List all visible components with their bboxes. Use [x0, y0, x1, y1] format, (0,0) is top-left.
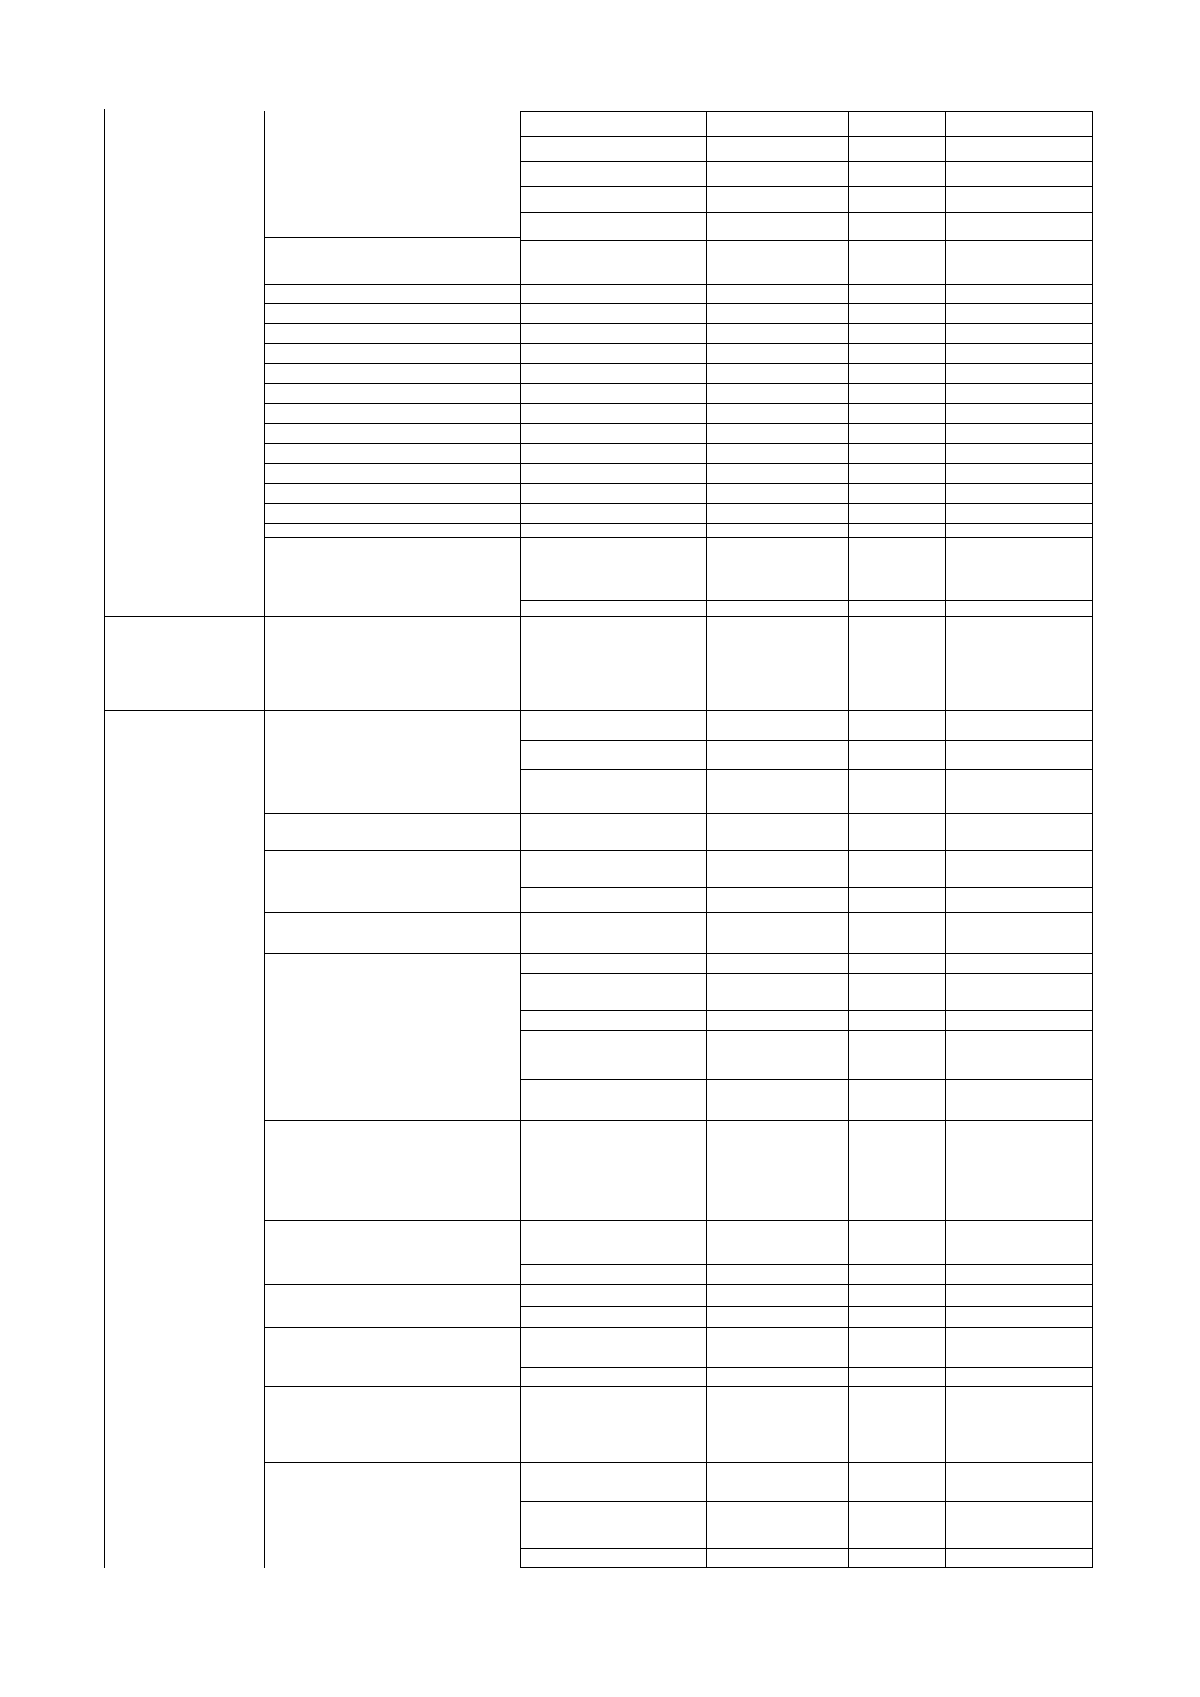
material-unit: [706, 823, 848, 842]
work-description: [268, 1122, 518, 1219]
item-need: [945, 478, 1092, 497]
item-term: [848, 580, 945, 599]
item-term: [848, 358, 945, 377]
item-name: [524, 245, 704, 283]
material-need: [945, 718, 1092, 737]
header-need: [947, 1387, 1090, 1461]
material-name: [524, 815, 704, 849]
header-term: [850, 1387, 943, 1461]
row-divider: [264, 463, 521, 464]
header-tool-name: [522, 1387, 704, 1461]
item-unit: [706, 319, 848, 338]
work-description: [268, 955, 518, 1119]
item-term: [848, 418, 945, 437]
material-unit: [706, 1307, 848, 1326]
row-divider: [264, 443, 521, 444]
material-name: [524, 771, 704, 812]
item-name: [524, 504, 704, 523]
item-unit: [706, 280, 848, 299]
material-need: [945, 983, 1092, 1002]
material-unit: [706, 1287, 848, 1306]
work-description: [268, 111, 518, 231]
material-unit: [706, 1368, 848, 1387]
item-need: [945, 519, 1092, 538]
row-divider: [264, 323, 521, 324]
item-unit: [706, 458, 848, 477]
row-divider: [264, 483, 521, 484]
header-term: [850, 617, 943, 709]
item-term: [848, 398, 945, 417]
material-name: [524, 955, 704, 972]
material-unit: [706, 1091, 848, 1110]
item-term: [848, 259, 945, 278]
row-divider: [264, 383, 521, 384]
material-name: [524, 975, 704, 1009]
header-material-name: [522, 617, 704, 709]
material-unit: [706, 718, 848, 737]
item-name: [524, 213, 704, 240]
item-term: [848, 166, 945, 185]
material-need: [945, 1368, 1092, 1387]
material-name: [524, 1286, 704, 1305]
material-unit: [706, 924, 848, 943]
material-need: [945, 1338, 1092, 1357]
material-name: [524, 914, 704, 952]
item-name: [524, 524, 704, 537]
item-unit: [706, 418, 848, 437]
item-term: [848, 478, 945, 497]
item-need: [945, 114, 1092, 133]
material-name: [524, 1032, 704, 1078]
item-term: [848, 319, 945, 338]
material-unit: [706, 1338, 848, 1357]
item-need: [945, 438, 1092, 457]
material-name: [524, 889, 704, 911]
material-need: [945, 1307, 1092, 1326]
profession-code: [106, 712, 262, 852]
tool-unit: [706, 1519, 848, 1538]
item-term: [848, 191, 945, 210]
material-need: [945, 1160, 1092, 1179]
item-unit: [706, 114, 848, 133]
item-need: [945, 398, 1092, 417]
material-name: [524, 1266, 704, 1283]
material-name: [524, 1012, 704, 1029]
item-unit: [706, 378, 848, 397]
work-description: [268, 1286, 518, 1326]
material-unit: [706, 747, 848, 766]
item-name: [524, 324, 704, 343]
work-description: [268, 914, 518, 952]
item-term: [848, 339, 945, 358]
item-unit: [706, 438, 848, 457]
item-name: [524, 444, 704, 463]
item-name: [524, 344, 704, 363]
material-name: [524, 1122, 704, 1219]
item-name: [524, 384, 704, 403]
material-name: [524, 852, 704, 886]
item-unit: [706, 398, 848, 417]
item-term: [848, 498, 945, 517]
item-unit: [706, 166, 848, 185]
work-description: [268, 712, 518, 812]
tool-term: [848, 1549, 945, 1568]
material-need: [945, 1091, 1092, 1110]
item-need: [945, 300, 1092, 319]
item-unit: [706, 519, 848, 538]
material-unit: [706, 861, 848, 880]
tool-name: [524, 1463, 704, 1500]
item-unit: [706, 140, 848, 159]
item-need: [945, 498, 1092, 517]
item-unit: [706, 191, 848, 210]
item-unit: [706, 259, 848, 278]
material-need: [945, 1265, 1092, 1284]
material-need: [945, 1287, 1092, 1306]
tool-unit: [706, 1549, 848, 1568]
material-need: [945, 861, 1092, 880]
column-divider: [520, 111, 521, 1568]
column-divider: [945, 111, 946, 1568]
item-need: [945, 378, 1092, 397]
material-unit: [706, 892, 848, 911]
item-need: [945, 259, 1092, 278]
tool-term: [848, 1519, 945, 1538]
row-divider: [264, 1386, 521, 1387]
item-term: [848, 458, 945, 477]
item-need: [945, 358, 1092, 377]
material-name: [524, 1329, 704, 1366]
item-term: [848, 114, 945, 133]
column-divider: [1092, 111, 1093, 1568]
item-name: [524, 162, 704, 186]
material-need: [945, 892, 1092, 911]
item-unit: [706, 358, 848, 377]
tool-name: [524, 1549, 704, 1566]
tool-unit: [706, 1475, 848, 1494]
item-term: [848, 519, 945, 538]
column-divider: [706, 1387, 707, 1568]
material-unit: [706, 1234, 848, 1253]
header-need: [947, 617, 1090, 709]
item-need: [945, 166, 1092, 185]
header-works: [266, 617, 518, 709]
row-divider: [520, 240, 1093, 241]
material-unit: [706, 1048, 848, 1067]
item-term: [848, 438, 945, 457]
row-divider: [264, 523, 521, 524]
item-name: [524, 187, 704, 212]
item-need: [945, 339, 1092, 358]
work-description: [268, 1222, 518, 1283]
material-need: [945, 954, 1092, 973]
item-need: [945, 319, 1092, 338]
material-need: [945, 1011, 1092, 1030]
item-need: [945, 219, 1092, 238]
row-divider: [264, 284, 521, 285]
item-need: [945, 418, 1092, 437]
material-name: [524, 712, 704, 739]
column-divider: [264, 111, 265, 1568]
item-unit: [706, 478, 848, 497]
item-term: [848, 140, 945, 159]
work-description: [268, 239, 518, 279]
material-unit: [706, 1265, 848, 1284]
item-name: [524, 601, 704, 616]
material-name: [524, 1222, 704, 1263]
item-need: [945, 598, 1092, 617]
item-term: [848, 378, 945, 397]
tool-name: [524, 1502, 704, 1547]
material-need: [945, 823, 1092, 842]
item-term: [848, 300, 945, 319]
row-divider: [264, 423, 521, 424]
document-table: [104, 109, 1092, 1561]
material-unit: [706, 954, 848, 973]
material-name: [524, 1369, 704, 1385]
item-term: [848, 219, 945, 238]
item-name: [524, 285, 704, 303]
material-name: [524, 1308, 704, 1326]
material-unit: [706, 1160, 848, 1179]
work-description: [268, 1534, 518, 1556]
header-profession: [106, 617, 262, 709]
work-description: [268, 1329, 518, 1385]
tool-term: [848, 1475, 945, 1494]
header-unit: [708, 1387, 846, 1461]
item-name: [524, 112, 704, 136]
row-divider: [264, 303, 521, 304]
material-unit: [706, 1011, 848, 1030]
material-need: [945, 1048, 1092, 1067]
item-term: [848, 280, 945, 299]
item-need: [945, 280, 1092, 299]
item-unit: [706, 498, 848, 517]
column-divider: [104, 109, 105, 1568]
item-name: [524, 484, 704, 503]
header-unit: [708, 617, 846, 709]
item-unit: [706, 300, 848, 319]
material-name: [524, 742, 704, 768]
item-unit: [706, 598, 848, 617]
item-need: [945, 191, 1092, 210]
work-description: [268, 852, 518, 911]
material-unit: [706, 783, 848, 802]
work-description: [268, 815, 518, 849]
material-need: [945, 1234, 1092, 1253]
item-need: [945, 140, 1092, 159]
row-divider: [264, 537, 521, 538]
row-divider: [264, 363, 521, 364]
item-name: [524, 404, 704, 423]
item-name: [524, 137, 704, 161]
tool-need: [945, 1549, 1092, 1568]
material-need: [945, 783, 1092, 802]
item-unit: [706, 580, 848, 599]
row-divider: [264, 343, 521, 344]
item-unit: [706, 219, 848, 238]
column-divider: [848, 111, 849, 1568]
material-need: [945, 747, 1092, 766]
item-name: [524, 364, 704, 383]
row-divider: [264, 403, 521, 404]
item-need: [945, 458, 1092, 477]
material-need: [945, 924, 1092, 943]
item-need: [945, 580, 1092, 599]
item-name: [524, 561, 704, 599]
item-name: [524, 464, 704, 483]
tool-need: [945, 1519, 1092, 1538]
tool-need: [945, 1475, 1092, 1494]
material-unit: [706, 983, 848, 1002]
item-name: [524, 304, 704, 323]
row-divider: [264, 503, 521, 504]
item-unit: [706, 339, 848, 358]
item-name: [524, 424, 704, 443]
item-term: [848, 598, 945, 617]
material-name: [524, 1081, 704, 1119]
column-divider: [706, 111, 707, 1386]
